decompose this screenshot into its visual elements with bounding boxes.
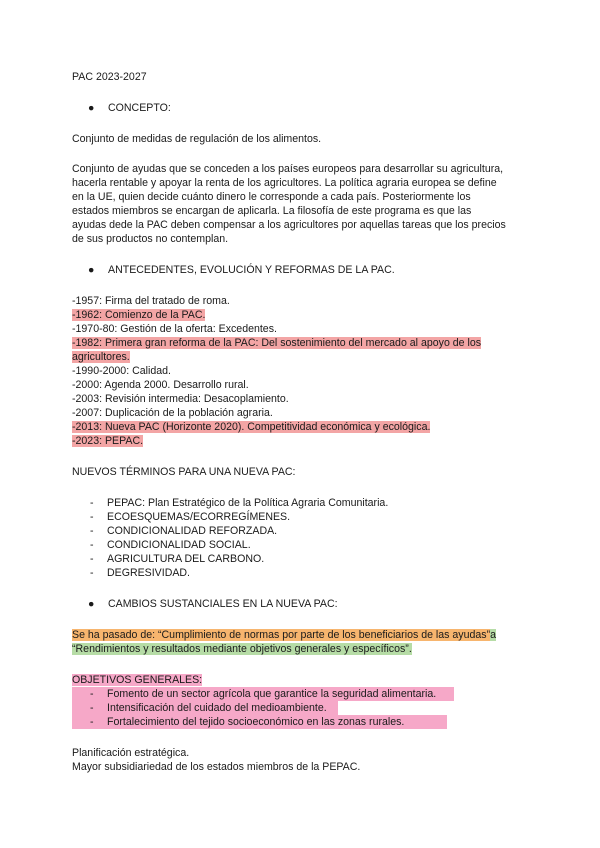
cambios-after-highlight: a	[490, 629, 497, 641]
timeline-item: -1970-80: Gestión de la oferta: Excedentes.	[72, 323, 277, 335]
timeline-item: -1957: Firma del tratado de roma.	[72, 295, 230, 307]
cambios-after-highlight: “Rendimientos y resultados mediante objetivos generales y específicos”.	[72, 643, 412, 655]
timeline-item-highlighted: -2013: Nueva PAC (Horizonte 2020). Competitividad económica y ecológica.	[72, 421, 431, 433]
heading-objetivos: OBJETIVOS GENERALES:	[72, 674, 203, 686]
bullet-icon: ●	[88, 598, 95, 610]
concepto-paragraph-2-line: hacerla rentable y apoyar la renta de los agricultores. La política agraria europea se define	[72, 177, 497, 189]
concepto-paragraph-2-line: ayudas dede la PAC deben compensar a los agricultores por aquellas tareas que los precios	[72, 219, 506, 231]
concepto-paragraph-2-line: en la UE, quien decide cuánto dinero le corresponde a cada país. Posteriormente los	[72, 191, 471, 203]
document-page: PAC 2023-2027 ● CONCEPTO: Conjunto de medidas de regulación de los alimentos. Conjunto de ayudas que se conceden a los países europeos para desarrollar su agricultura, hacerla rentable y apoyar la renta de los agricultores. La política agraria europea se define en la UE, quien decide cuánto dinero le corresponde a cada país. Posteriormente los estados miembros se encargan de aplicarla. La filosofía de este programa es que las ayudas dede la PAC deben compensar a los agricultores por aquellas tareas que los precios de sus productos no contemplan. ● ANTECEDENTES, EVOLUCIÓN Y REFORMAS DE LA PAC. -1957: Firma del tratado de roma. -1962: Comienzo de la PAC. -1970-80: Gestión de la oferta: Excedentes. -1982: Primera gran reforma de la PAC: Del sostenimiento del mercado al apoyo de los agricultores. -1990-2000: Calidad. -2000: Agenda 2000. Desarrollo rural. -2003: Revisión intermedia: Desacoplamiento. -2007: Duplicación de la población agraria. -2013: Nueva PAC (Horizonte 2020). Competitividad económica y ecológica. -2023: PEPAC. NUEVOS TÉRMINOS PARA UNA NUEVA PAC: - PEPAC: Plan Estratégico de la Política Agraria Comunitaria. - ECOESQUEMAS/ECORREGÍMENES. - CONDICIONALIDAD REFORZADA. - CONDICIONALIDAD SOCIAL. - AGRICULTURA DEL CARBONO. - DEGRESIVIDAD. ● CAMBIOS SUSTANCIALES EN LA NUEVA PAC: Se ha pasado de: “Cumplimiento de normas por parte de los beneficiarios de las ayudas”a “Rendimientos y resultados mediante objetivos generales y específicos”. OBJETIVOS GENERALES: - Fomento de un sector agrícola que garantice la seguridad alimentaria. - Intensificación del cuidado del medioambiente. - Fortalecimiento del tejido socioeconómico en las zonas rurales. Planificación estratégica. Mayor subsidiariedad de los estados miembros de la PEPAC.	[72, 71, 506, 773]
heading-cambios: CAMBIOS SUSTANCIALES EN LA NUEVA PAC:	[108, 598, 338, 610]
timeline-item-highlighted: -1982: Primera gran reforma de la PAC: Del sostenimiento del mercado al apoyo de los	[72, 337, 482, 349]
timeline-item: -2007: Duplicación de la población agraria.	[72, 407, 273, 419]
timeline-item: -2000: Agenda 2000. Desarrollo rural.	[72, 379, 249, 391]
closing-line: Mayor subsidiariedad de los estados miembros de la PEPAC.	[72, 761, 361, 773]
timeline-item-highlighted: agricultores.	[72, 351, 130, 363]
document-title: PAC 2023-2027	[72, 71, 147, 83]
cambios-line-1	[72, 628, 496, 642]
cambios-before-highlight: Se ha pasado de: “Cumplimiento de normas por parte de los beneficiarios de las ayudas”	[72, 629, 491, 641]
heading-concepto: CONCEPTO:	[108, 102, 171, 114]
closing-line: Planificación estratégica.	[72, 747, 190, 759]
heading-nuevos-terminos: NUEVOS TÉRMINOS PARA UNA NUEVA PAC:	[72, 466, 296, 478]
concepto-paragraph-2-line: de sus productos no contemplan.	[72, 233, 229, 245]
timeline-item: -1990-2000: Calidad.	[72, 365, 171, 377]
concepto-paragraph-2-line: estados miembros se encargan de aplicarla. La filosofía de este programa es que las	[72, 205, 472, 217]
bullet-icon: ●	[88, 102, 95, 114]
timeline-item-highlighted: -2023: PEPAC.	[72, 435, 144, 447]
timeline-item-highlighted: -1962: Comienzo de la PAC.	[72, 309, 206, 321]
concepto-paragraph-2-line: Conjunto de ayudas que se conceden a los países europeos para desarrollar su agricultura,	[72, 163, 504, 175]
bullet-icon: ●	[88, 264, 95, 276]
timeline-item: -2003: Revisión intermedia: Desacoplamiento.	[72, 393, 289, 405]
concepto-paragraph-1: Conjunto de medidas de regulación de los alimentos.	[72, 133, 322, 145]
heading-antecedentes: ANTECEDENTES, EVOLUCIÓN Y REFORMAS DE LA PAC.	[108, 264, 395, 276]
